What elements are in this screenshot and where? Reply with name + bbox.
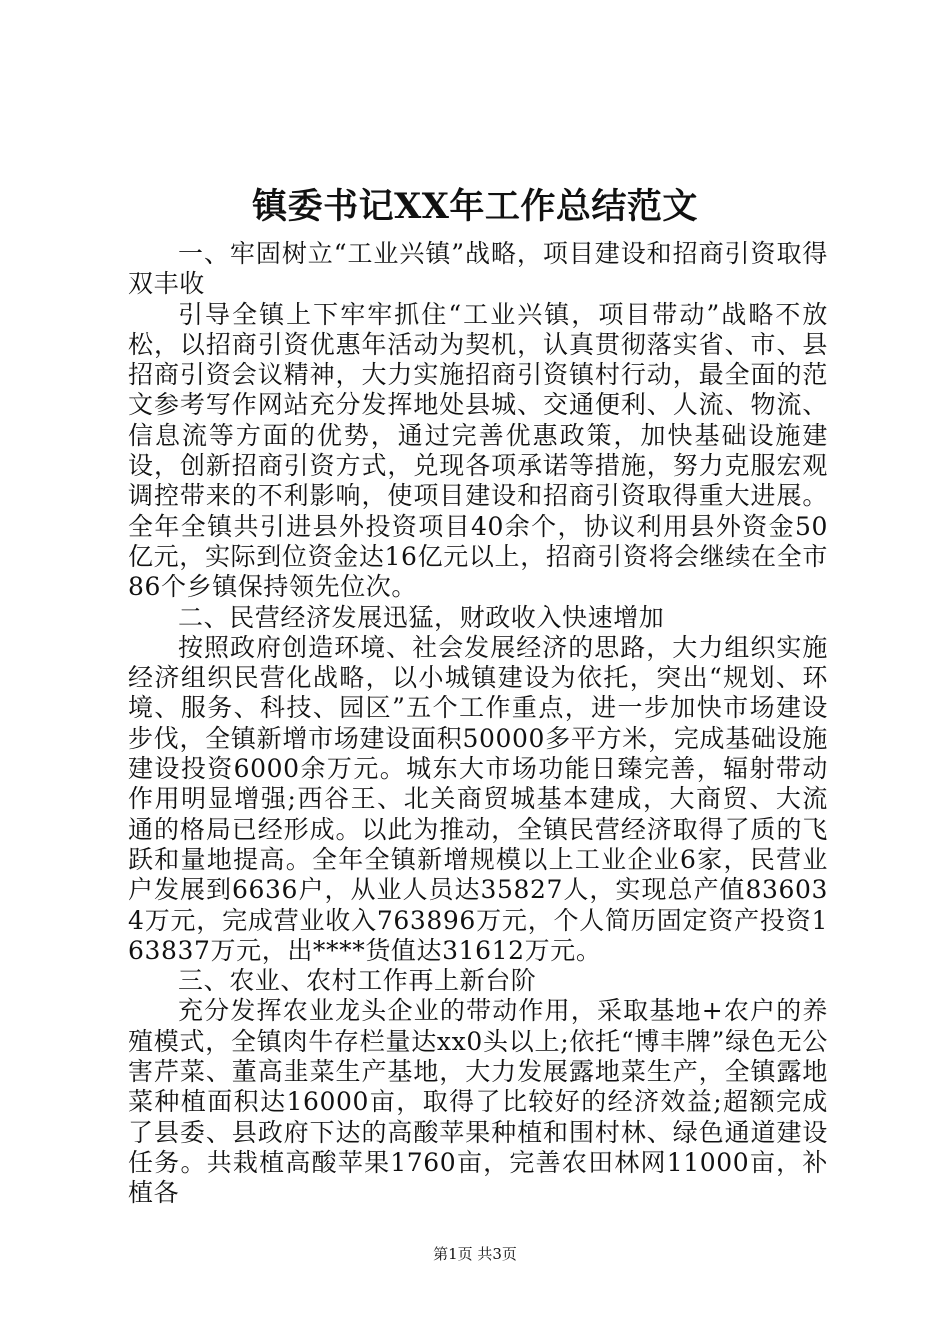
section-heading-1: 一、牢固树立“工业兴镇”战略，项目建设和招商引资取得双丰收 [128,239,828,299]
section-heading-2: 二、民营经济发展迅猛，财政收入快速增加 [178,602,665,632]
document-body [128,239,828,1209]
document-title: 镇委书记XX年工作总结范文 [252,186,698,227]
paragraph-1: 引导全镇上下牢牢抓住“工业兴镇，项目带动”战略不放松，以招商引资优惠年活动为契机，认真贯彻落实省、市、县招商引资会议精神，大力实施招商引资镇村行动，最全面的范文参考写作网站充分发挥地处县城、交通便利、人流、物流、信息流等方面的优势，通过完善优惠政策，加快基础设施建设，创新招商引资方式，兑现各项承诺等措施，努力克服宏观调控带来的不利影响，使项目建设和招商引资取得重大进展。全年全镇共引进县外投资项目40余个，协议利用县外资金50亿元，实际到位资金达16亿元以上，招商引资将会继续在全市86个乡镇保持领先位次。 [128,299,828,602]
paragraph-2: 按照政府创造环境、社会发展经济的思路，大力组织实施经济组织民营化战略，以小城镇建设为依托，突出“规划、环境、服务、科技、园区”五个工作重点，进一步加快市场建设步伐，全镇新增市场建设面积50000多平方米，完成基础设施建设投资6000余万元。城东大市场功能日臻完善，辐射带动作用明显增强;西谷王、北关商贸城基本建成，大商贸、大流通的格局已经形成。以此为推动，全镇民营经济取得了质的飞跃和量地提高。全年全镇新增规模以上工业企业6家，民营业户发展到6636户，从业人员达35827人，实现总产值836034万元，完成营业收入763896万元，个人简历固定资产投资163837万元，出****货值达31612万元。 [128,632,828,965]
section-heading-3: 三、农业、农村工作再上新台阶 [178,966,537,996]
paragraph-3: 充分发挥农业龙头企业的带动作用，采取基地+农户的养殖模式，全镇肉牛存栏量达xx0头以上;依托“博丰牌”绿色无公害芹菜、董高韭菜生产基地，大力发展露地菜生产，全镇露地菜种植面积达16000亩，取得了比较好的经济效益;超额完成了县委、县政府下达的高酸苹果种植和围村林、绿色通道建设任务。共栽植高酸苹果1760亩，完善农田林网11000亩，补植各 [128,996,828,1208]
page-number-footer: 第1页 共3页 [433,1245,517,1263]
